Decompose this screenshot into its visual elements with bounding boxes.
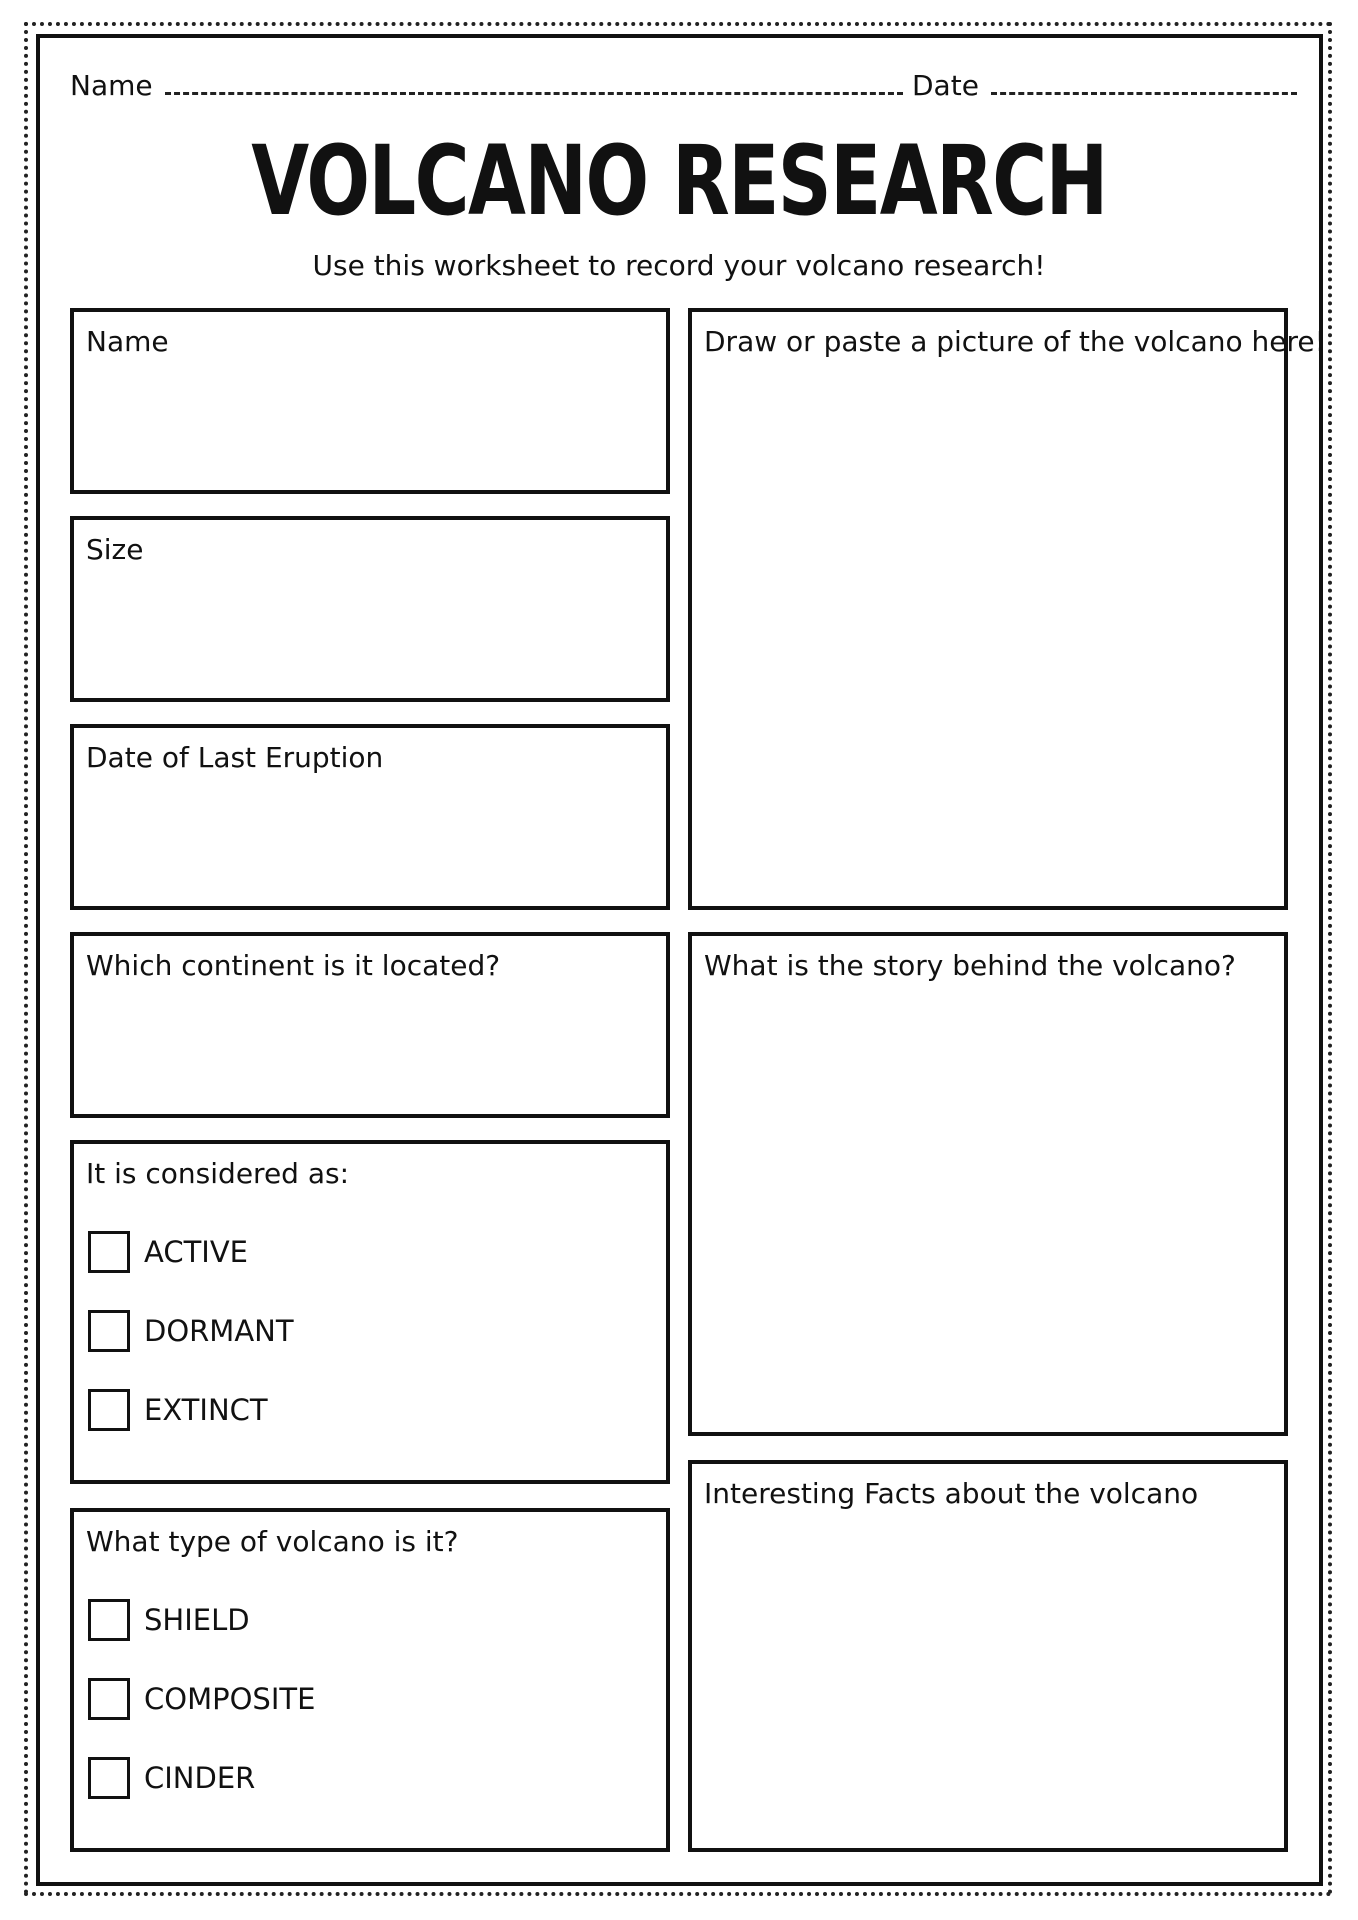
header-date-line[interactable] (991, 66, 1297, 95)
shield-checkbox[interactable] (88, 1599, 130, 1641)
facts-box[interactable] (688, 1460, 1288, 1852)
story-box[interactable] (688, 932, 1288, 1436)
active-checkbox[interactable] (88, 1231, 130, 1273)
shield-option-label: SHIELD (144, 1603, 250, 1637)
status-option-dormant[interactable] (88, 1307, 294, 1355)
active-option-label: ACTIVE (144, 1235, 249, 1269)
continent-box-label: Which continent is it located? (86, 949, 501, 982)
status-box-label: It is considered as: (86, 1157, 350, 1190)
status-option-active[interactable] (88, 1228, 248, 1276)
header-name-line[interactable] (165, 66, 903, 95)
name-box[interactable] (70, 308, 670, 494)
facts-box-label: Interesting Facts about the volcano (704, 1477, 1199, 1510)
dormant-checkbox[interactable] (88, 1310, 130, 1352)
story-box-label: What is the story behind the volcano? (704, 949, 1236, 982)
dormant-option-label: DORMANT (144, 1314, 294, 1348)
status-box (70, 1140, 670, 1484)
status-option-extinct[interactable] (88, 1386, 268, 1434)
picture-box-label: Draw or paste a picture of the volcano here! (704, 325, 1326, 358)
header-date-field (912, 66, 1297, 104)
cinder-checkbox[interactable] (88, 1757, 130, 1799)
size-box-label: Size (86, 533, 144, 566)
picture-box[interactable] (688, 308, 1326, 910)
type-option-shield[interactable] (88, 1596, 250, 1644)
volcano-type-box-label: What type of volcano is it? (86, 1525, 459, 1558)
composite-checkbox[interactable] (88, 1678, 130, 1720)
header-name-label: Name (70, 69, 153, 102)
volcano-type-box (70, 1508, 670, 1852)
header-date-label: Date (912, 69, 979, 102)
last-eruption-box-label: Date of Last Eruption (86, 741, 384, 774)
cinder-option-label: CINDER (144, 1761, 256, 1795)
size-box[interactable] (70, 516, 670, 702)
header-name-field (70, 66, 903, 104)
extinct-option-label: EXTINCT (144, 1393, 268, 1427)
type-option-cinder[interactable] (88, 1754, 255, 1802)
composite-option-label: COMPOSITE (144, 1682, 316, 1716)
extinct-checkbox[interactable] (88, 1389, 130, 1431)
name-box-label: Name (86, 325, 169, 358)
type-option-composite[interactable] (88, 1675, 315, 1723)
page-subtitle: Use this worksheet to record your volcano research! (312, 249, 1046, 282)
continent-box[interactable] (70, 932, 670, 1118)
last-eruption-box[interactable] (70, 724, 670, 910)
page-title: VOLCANO RESEARCH (251, 125, 1107, 237)
